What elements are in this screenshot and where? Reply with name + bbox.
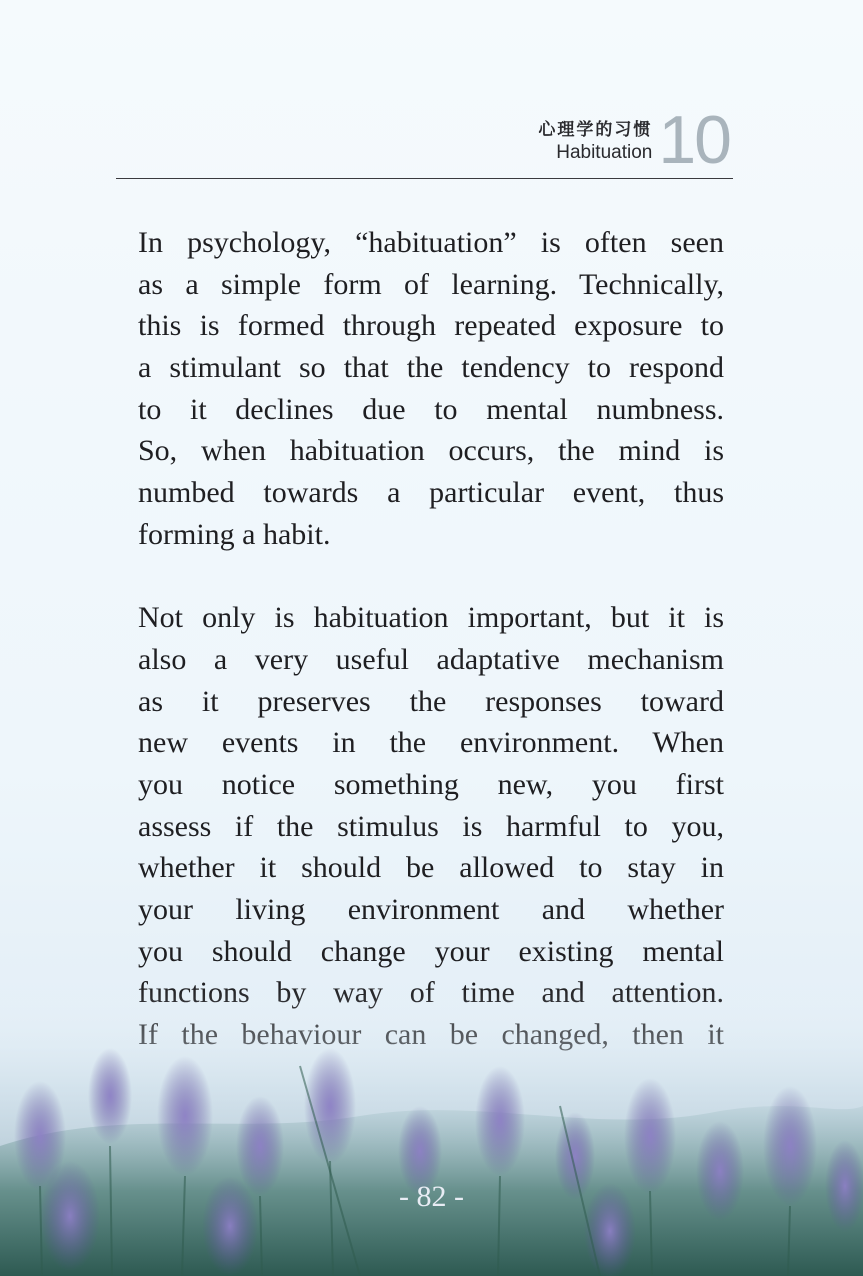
text-line: whether it should be allowed to stay in bbox=[138, 851, 724, 885]
text-line: you notice something new, you first bbox=[138, 767, 724, 801]
chapter-title-english: Habituation bbox=[556, 142, 653, 163]
text-line: Not only is habituation important, but it is bbox=[138, 601, 724, 635]
chapter-title-block bbox=[538, 120, 652, 172]
text-line: this is formed through repeated exposure to bbox=[138, 309, 724, 343]
chapter-title-chinese: 心理学的习惯 bbox=[538, 120, 653, 140]
text-line: as it preserves the responses toward bbox=[138, 684, 724, 718]
text-line: a stimulant so that the tendency to respond bbox=[138, 351, 724, 385]
text-line: new events in the environment. When bbox=[138, 726, 724, 760]
chapter-number: 10 bbox=[658, 102, 730, 178]
paragraph bbox=[138, 222, 724, 556]
text-line: assess if the stimulus is harmful to you, bbox=[138, 809, 724, 843]
text-line: to it declines due to mental numbness. bbox=[138, 392, 724, 426]
header-divider bbox=[116, 178, 733, 179]
text-line: In psychology, “habituation” is often seen bbox=[138, 226, 724, 259]
text-line: numbed towards a particular event, thus bbox=[138, 476, 724, 510]
chapter-header bbox=[538, 102, 730, 178]
text-line: your living environment and whether bbox=[138, 893, 724, 926]
text-line: forming a habit. bbox=[138, 517, 331, 551]
page-number: - 82 - bbox=[399, 1180, 464, 1213]
paragraph-gap bbox=[138, 556, 724, 598]
text-line: as a simple form of learning. Technically, bbox=[138, 267, 724, 301]
text-line: also a very useful adaptative mechanism bbox=[138, 642, 724, 676]
meadow-flowers-image bbox=[0, 986, 863, 1276]
text-line: you should change your existing mental bbox=[138, 934, 724, 968]
text-line: So, when habituation occurs, the mind is bbox=[138, 434, 724, 468]
body-text bbox=[138, 222, 724, 1056]
